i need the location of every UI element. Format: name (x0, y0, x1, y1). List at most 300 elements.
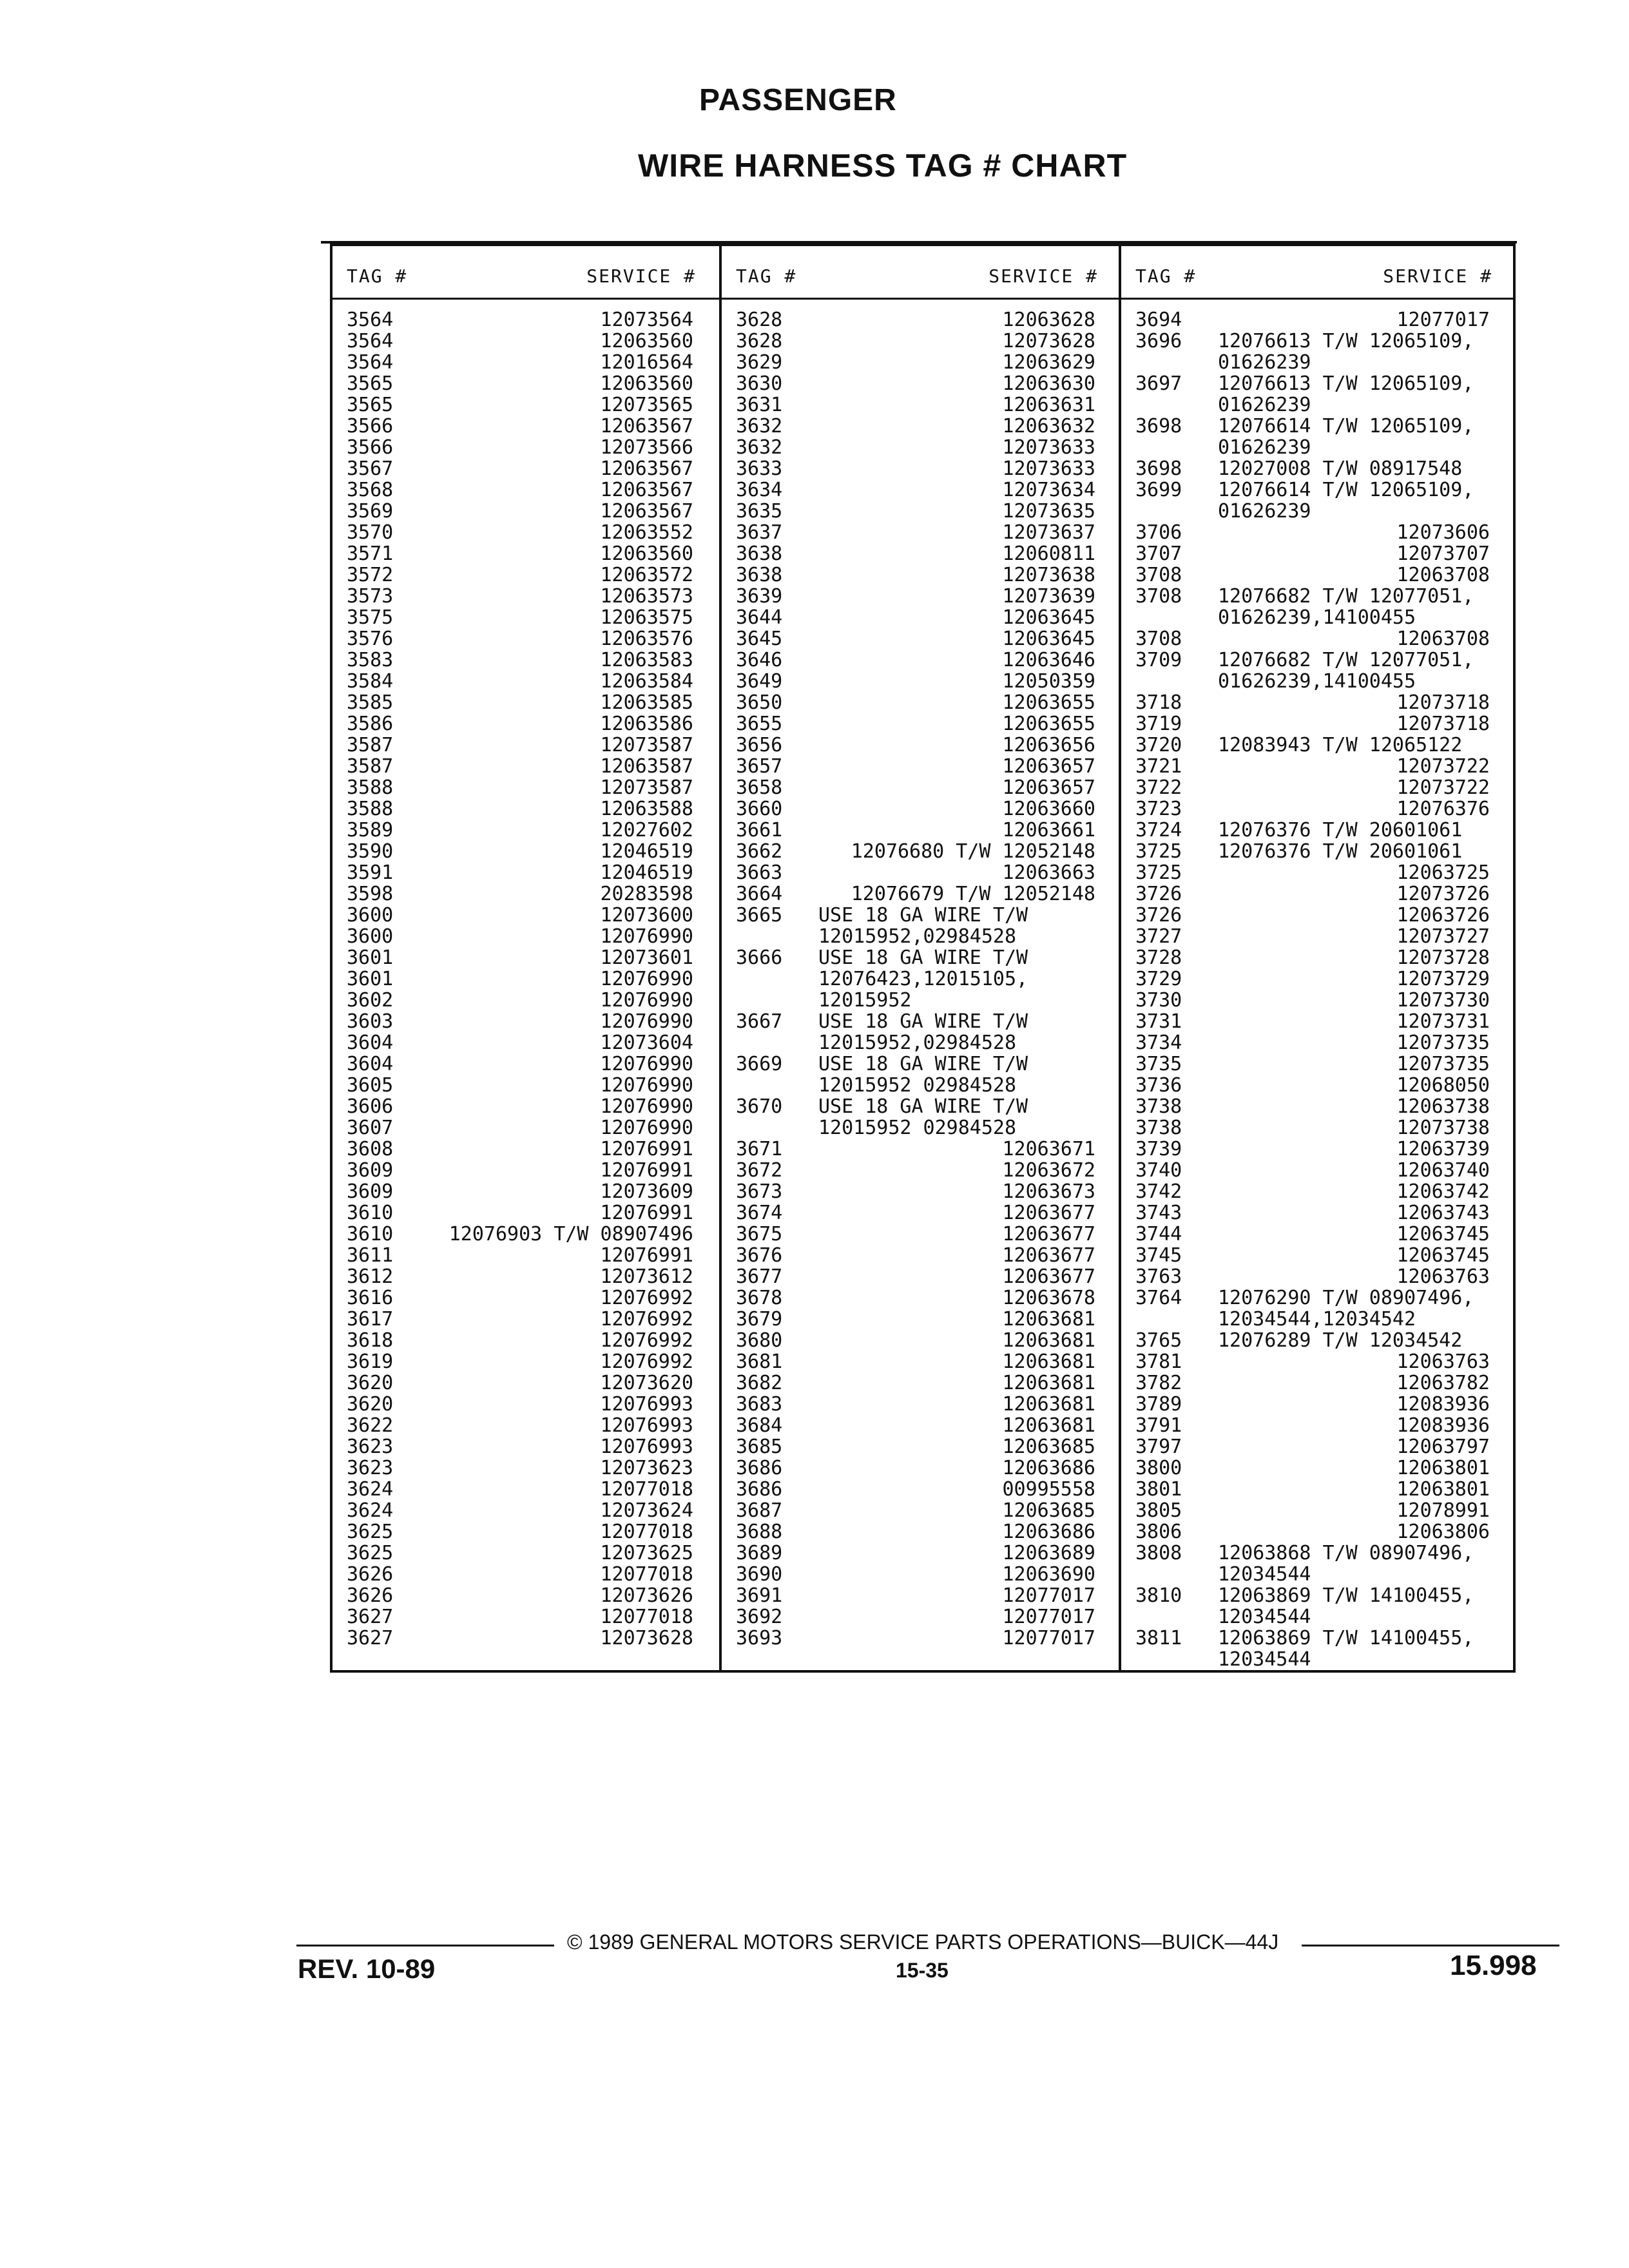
tag-number: 3708 (1135, 585, 1182, 608)
tag-number: 3782 (1135, 1372, 1182, 1394)
table-row (333, 501, 719, 522)
column-header (722, 265, 1121, 291)
table-row (333, 1564, 719, 1585)
tag-number: 3610 (347, 1223, 394, 1245)
table-row (722, 1202, 1121, 1224)
table-row (1121, 862, 1516, 883)
service-number: 12077018 (600, 1606, 693, 1628)
table-row (1121, 1330, 1516, 1351)
table-row (722, 331, 1121, 352)
table-row (1121, 798, 1516, 820)
table-row (1121, 1053, 1516, 1075)
table-row (333, 1266, 719, 1287)
chart-subtitle: WIRE HARNESS TAG # CHART (638, 148, 1128, 184)
table-row (1121, 1542, 1516, 1564)
page-title: PASSENGER (699, 83, 897, 117)
service-number: 12063685 (1002, 1436, 1095, 1458)
service-number: 12063661 (1002, 819, 1095, 841)
tag-number: 3612 (347, 1265, 394, 1288)
service-number: 12063677 (1002, 1265, 1095, 1288)
tag-number: 3731 (1135, 1010, 1182, 1033)
service-number: 12063708 (1396, 564, 1490, 586)
table-row (722, 1181, 1121, 1202)
tag-number: 3692 (736, 1606, 783, 1628)
table-row (1121, 1628, 1516, 1649)
service-number: 12063560 (600, 330, 693, 352)
tag-number: 3627 (347, 1627, 394, 1649)
service-number: 12073718 (1396, 691, 1490, 714)
table-row (333, 1011, 719, 1032)
table-row (1121, 1564, 1516, 1585)
service-number: 12063645 (1002, 606, 1095, 629)
service-number: 12076992 (600, 1287, 693, 1309)
service-number: 12063745 (1396, 1223, 1490, 1245)
table-row (722, 947, 1121, 968)
tag-number: 3617 (347, 1308, 394, 1331)
table-row (333, 437, 719, 458)
service-number: 12076289 T/W 12034542 (1218, 1329, 1463, 1352)
service-number: 12073729 (1396, 968, 1490, 990)
service-number: 12063567 (600, 500, 693, 523)
service-number: 12076682 T/W 12077051, (1218, 585, 1474, 608)
service-number: 12063681 (1002, 1329, 1095, 1352)
service-number: 12083943 T/W 12065122 (1218, 734, 1463, 756)
tag-number: 3566 (347, 436, 394, 459)
service-number: 12073735 (1396, 1053, 1490, 1075)
table-row (333, 713, 719, 735)
tag-number: 3583 (347, 649, 394, 671)
table-row (1121, 1606, 1516, 1628)
table-row (1121, 671, 1516, 692)
table-row (722, 564, 1121, 586)
table-row (1121, 1224, 1516, 1245)
table-row (1121, 1117, 1516, 1139)
service-number: 12063583 (600, 649, 693, 671)
table-row (333, 862, 719, 883)
tag-number: 3679 (736, 1308, 783, 1331)
service-number: 12073587 (600, 734, 693, 756)
table-row (722, 628, 1121, 649)
service-number: 12063567 (600, 415, 693, 437)
tag-header: TAG # (736, 265, 797, 287)
tag-number: 3665 (736, 904, 783, 927)
tag-number: 3666 (736, 947, 783, 969)
tag-number: 3676 (736, 1244, 783, 1267)
table-row (1121, 437, 1516, 458)
tag-number: 3565 (347, 372, 394, 395)
service-number: 12063657 (1002, 776, 1095, 799)
service-number: 12063655 (1002, 713, 1095, 735)
tag-number: 3738 (1135, 1095, 1182, 1118)
tag-number: 3697 (1135, 372, 1182, 395)
service-number: 12063560 (600, 372, 693, 395)
tag-number: 3600 (347, 904, 394, 927)
service-number: 12077018 (600, 1521, 693, 1543)
tag-chart-table (330, 244, 1516, 1673)
tag-number: 3572 (347, 564, 394, 586)
service-number: 12076990 (600, 1010, 693, 1033)
service-number: 12063584 (600, 670, 693, 693)
tag-number: 3739 (1135, 1138, 1182, 1160)
tag-number: 3618 (347, 1329, 394, 1352)
table-row (1121, 713, 1516, 735)
tag-number: 3728 (1135, 947, 1182, 969)
table-row (333, 1053, 719, 1075)
service-number: 12046519 (600, 861, 693, 884)
service-number: 12076992 (600, 1350, 693, 1373)
service-number: 12015952 (818, 989, 912, 1012)
table-row (333, 1351, 719, 1372)
column-header (333, 265, 719, 291)
tag-number: 3626 (347, 1584, 394, 1607)
table-row (333, 820, 719, 841)
tag-number: 3633 (736, 457, 783, 480)
table-row (1121, 564, 1516, 586)
tag-number: 3628 (736, 330, 783, 352)
footer-rule-right (1302, 1945, 1559, 1946)
tag-number: 3805 (1135, 1499, 1182, 1522)
tag-number: 3631 (736, 394, 783, 416)
table-row (333, 968, 719, 990)
service-number: 20283598 (600, 883, 693, 905)
tag-number: 3656 (736, 734, 783, 756)
service-number: 12015952,02984528 (818, 925, 1017, 948)
service-number: 12063763 (1396, 1265, 1490, 1288)
table-row (722, 1266, 1121, 1287)
service-number: 12073587 (600, 776, 693, 799)
table-row (333, 735, 719, 756)
table-row (722, 394, 1121, 416)
tag-number: 3725 (1135, 840, 1182, 863)
tag-number: 3588 (347, 776, 394, 799)
service-number: 12073604 (600, 1032, 693, 1054)
service-number: 12063686 (1002, 1457, 1095, 1479)
table-row (333, 1245, 719, 1266)
table-row (722, 1628, 1121, 1649)
tag-number: 3587 (347, 734, 394, 756)
service-number: 12073566 (600, 436, 693, 459)
tag-number: 3585 (347, 691, 394, 714)
tag-number: 3644 (736, 606, 783, 629)
tag-number: 3718 (1135, 691, 1182, 714)
service-number: 12073565 (600, 394, 693, 416)
table-row (1121, 394, 1516, 416)
service-number: 12063655 (1002, 691, 1095, 714)
table-row (722, 926, 1121, 947)
table-row (1121, 607, 1516, 628)
table-row (1121, 1394, 1516, 1415)
tag-number: 3622 (347, 1414, 394, 1437)
tag-number: 3628 (736, 309, 783, 331)
tag-number: 3689 (736, 1542, 783, 1564)
tag-number: 3696 (1135, 330, 1182, 352)
service-number: 12083936 (1396, 1393, 1490, 1416)
column-header (1121, 265, 1516, 291)
table-row (722, 798, 1121, 820)
table-row (722, 309, 1121, 331)
table-row (1121, 1351, 1516, 1372)
tag-number: 3605 (347, 1074, 394, 1097)
column-rows (333, 309, 719, 1649)
table-row (333, 458, 719, 479)
table-row (722, 1053, 1121, 1075)
table-row (333, 1075, 719, 1096)
service-number: 12063660 (1002, 798, 1095, 820)
tag-number: 3658 (736, 776, 783, 799)
table-row (1121, 1096, 1516, 1117)
table-row (1121, 1585, 1516, 1606)
table-row (1121, 1160, 1516, 1181)
service-number: 12073612 (600, 1265, 693, 1288)
table-row (1121, 1479, 1516, 1500)
table-row (1121, 373, 1516, 394)
table-row (1121, 1436, 1516, 1457)
tag-number: 3604 (347, 1032, 394, 1054)
table-row (333, 1457, 719, 1479)
service-number: 12015952 02984528 (818, 1117, 1017, 1139)
service-number: 12076991 (600, 1138, 693, 1160)
service-number: 12076990 (600, 1117, 693, 1139)
service-number: 12046519 (600, 840, 693, 863)
table-row (1121, 990, 1516, 1011)
tag-number: 3742 (1135, 1180, 1182, 1203)
tag-number: 3738 (1135, 1117, 1182, 1139)
table-row (722, 458, 1121, 479)
tag-number: 3650 (736, 691, 783, 714)
table-row (722, 1521, 1121, 1542)
tag-number: 3725 (1135, 861, 1182, 884)
service-number: 12073634 (1002, 479, 1095, 501)
table-row (722, 1245, 1121, 1266)
service-number: 12063672 (1002, 1159, 1095, 1182)
table-row (1121, 1245, 1516, 1266)
tag-number: 3694 (1135, 309, 1182, 331)
service-number: 12060811 (1002, 543, 1095, 565)
tag-number: 3609 (347, 1180, 394, 1203)
tag-number: 3789 (1135, 1393, 1182, 1416)
service-number: 12034544 (1218, 1648, 1311, 1671)
service-number: 12063587 (600, 755, 693, 778)
service-number: 12063552 (600, 521, 693, 544)
service-number: 12076376 (1396, 798, 1490, 820)
service-number: 12076376 T/W 20601061 (1218, 840, 1463, 863)
tag-number: 3687 (736, 1499, 783, 1522)
tag-number: 3708 (1135, 628, 1182, 650)
table-row (1121, 1202, 1516, 1224)
tag-number: 3726 (1135, 904, 1182, 927)
table-row (722, 735, 1121, 756)
table-row (333, 1606, 719, 1628)
table-row (722, 479, 1121, 501)
table-row (1121, 1649, 1516, 1670)
tag-number: 3707 (1135, 543, 1182, 565)
tag-number: 3610 (347, 1202, 394, 1224)
service-number: 12063738 (1396, 1095, 1490, 1118)
service-number: 12076614 T/W 12065109, (1218, 479, 1474, 501)
service-number: 01626239 (1218, 500, 1311, 523)
service-number: 12034544,12034542 (1218, 1308, 1416, 1331)
table-row (722, 1032, 1121, 1053)
table-row (333, 1287, 719, 1309)
service-number: 12073564 (600, 309, 693, 331)
service-number: 12073628 (1002, 330, 1095, 352)
tag-number: 3671 (736, 1138, 783, 1160)
tag-number: 3624 (347, 1478, 394, 1501)
service-number: 12076613 T/W 12065109, (1218, 330, 1474, 352)
tag-number: 3743 (1135, 1202, 1182, 1224)
table-row (1121, 1521, 1516, 1542)
table-row (333, 1330, 719, 1351)
service-number: 01626239,14100455 (1218, 606, 1416, 629)
service-number: 00995558 (1002, 1478, 1095, 1501)
service-number: 12073633 (1002, 436, 1095, 459)
tag-number: 3573 (347, 585, 394, 608)
table-row (333, 990, 719, 1011)
column-rows (722, 309, 1121, 1649)
service-number: 12063585 (600, 691, 693, 714)
tag-number: 3806 (1135, 1521, 1182, 1543)
tag-number: 3623 (347, 1457, 394, 1479)
tag-number: 3624 (347, 1499, 394, 1522)
table-row (1121, 841, 1516, 862)
tag-number: 3688 (736, 1521, 783, 1543)
tag-number: 3722 (1135, 776, 1182, 799)
tag-number: 3620 (347, 1372, 394, 1394)
table-column-1 (333, 246, 719, 1670)
tag-number: 3568 (347, 479, 394, 501)
table-row (333, 522, 719, 543)
tag-number: 3598 (347, 883, 394, 905)
tag-number: 3645 (736, 628, 783, 650)
tag-number: 3708 (1135, 564, 1182, 586)
service-number: 12073620 (600, 1372, 693, 1394)
table-row (1121, 309, 1516, 331)
service-number: 12063690 (1002, 1563, 1095, 1586)
table-row (333, 416, 719, 437)
table-row (1121, 522, 1516, 543)
table-row (722, 905, 1121, 926)
table-row (333, 607, 719, 628)
tag-number: 3609 (347, 1159, 394, 1182)
service-number: 12063742 (1396, 1180, 1490, 1203)
service-number: 12063869 T/W 14100455, (1218, 1627, 1474, 1649)
tag-number: 3734 (1135, 1032, 1182, 1054)
tag-number: 3698 (1135, 415, 1182, 437)
table-row (1121, 735, 1516, 756)
page-number: 15-35 (896, 1959, 949, 1982)
tag-number: 3590 (347, 840, 394, 863)
table-row (333, 1500, 719, 1521)
tag-number: 3632 (736, 415, 783, 437)
tag-number: 3674 (736, 1202, 783, 1224)
service-number: 12063681 (1002, 1372, 1095, 1394)
service-number: 12076679 T/W 12052148 (851, 883, 1095, 905)
table-row (1121, 1500, 1516, 1521)
service-number: 12063725 (1396, 861, 1490, 884)
service-number: 12076990 (600, 1053, 693, 1075)
tag-number: 3667 (736, 1010, 783, 1033)
tag-number: 3564 (347, 309, 394, 331)
tag-number: 3606 (347, 1095, 394, 1118)
table-row (722, 649, 1121, 671)
tag-number: 3655 (736, 713, 783, 735)
service-number: 12063656 (1002, 734, 1095, 756)
service-number: 12063628 (1002, 309, 1095, 331)
tag-number: 3591 (347, 861, 394, 884)
service-number: 12063806 (1396, 1521, 1490, 1543)
tag-number: 3586 (347, 713, 394, 735)
service-number: 12073624 (600, 1499, 693, 1522)
service-number: 12073728 (1396, 947, 1490, 969)
tag-number: 3571 (347, 543, 394, 565)
table-row (333, 756, 719, 777)
service-number: 12063646 (1002, 649, 1095, 671)
table-row (1121, 1139, 1516, 1160)
table-row (1121, 331, 1516, 352)
table-row (1121, 1287, 1516, 1309)
service-number: 12073722 (1396, 776, 1490, 799)
table-row (333, 883, 719, 905)
tag-number: 3625 (347, 1542, 394, 1564)
service-number: 12076993 (600, 1393, 693, 1416)
table-row (333, 1032, 719, 1053)
service-number: 12076991 (600, 1202, 693, 1224)
service-number: 12063630 (1002, 372, 1095, 395)
table-row (722, 1415, 1121, 1436)
service-number: 12076993 (600, 1436, 693, 1458)
table-row (1121, 1309, 1516, 1330)
tag-number: 3675 (736, 1223, 783, 1245)
service-number: USE 18 GA WIRE T/W (818, 947, 1028, 969)
service-number: 12076990 (600, 1095, 693, 1118)
tag-number: 3811 (1135, 1627, 1182, 1649)
table-row (333, 1585, 719, 1606)
tag-number: 3727 (1135, 925, 1182, 948)
service-number: 12063740 (1396, 1159, 1490, 1182)
service-number: 12073726 (1396, 883, 1490, 905)
table-row (722, 1139, 1121, 1160)
service-number: 12076903 T/W 08907496 (448, 1223, 693, 1245)
tag-number: 3611 (347, 1244, 394, 1267)
table-row (722, 1096, 1121, 1117)
tag-number: 3735 (1135, 1053, 1182, 1075)
service-number: 12076992 (600, 1329, 693, 1352)
service-number: 12063801 (1396, 1457, 1490, 1479)
table-row (1121, 1075, 1516, 1096)
tag-number: 3600 (347, 925, 394, 948)
service-number: 12073639 (1002, 585, 1095, 608)
table-row (333, 777, 719, 798)
tag-number: 3706 (1135, 521, 1182, 544)
service-number: 12076423,12015105, (818, 968, 1028, 990)
tag-header: TAG # (347, 265, 408, 287)
table-row (1121, 947, 1516, 968)
tag-number: 3685 (736, 1436, 783, 1458)
table-row (1121, 352, 1516, 373)
service-number: 12077017 (1002, 1627, 1095, 1649)
service-number: 12063681 (1002, 1414, 1095, 1437)
service-header: SERVICE # (586, 265, 696, 287)
service-number: 12073738 (1396, 1117, 1490, 1139)
table-row (333, 1521, 719, 1542)
service-number: 12076993 (600, 1414, 693, 1437)
tag-number: 3602 (347, 989, 394, 1012)
table-row (333, 841, 719, 862)
table-row (1121, 1372, 1516, 1394)
service-number: USE 18 GA WIRE T/W (818, 1053, 1028, 1075)
table-row (1121, 586, 1516, 607)
header-rule (722, 298, 1121, 300)
